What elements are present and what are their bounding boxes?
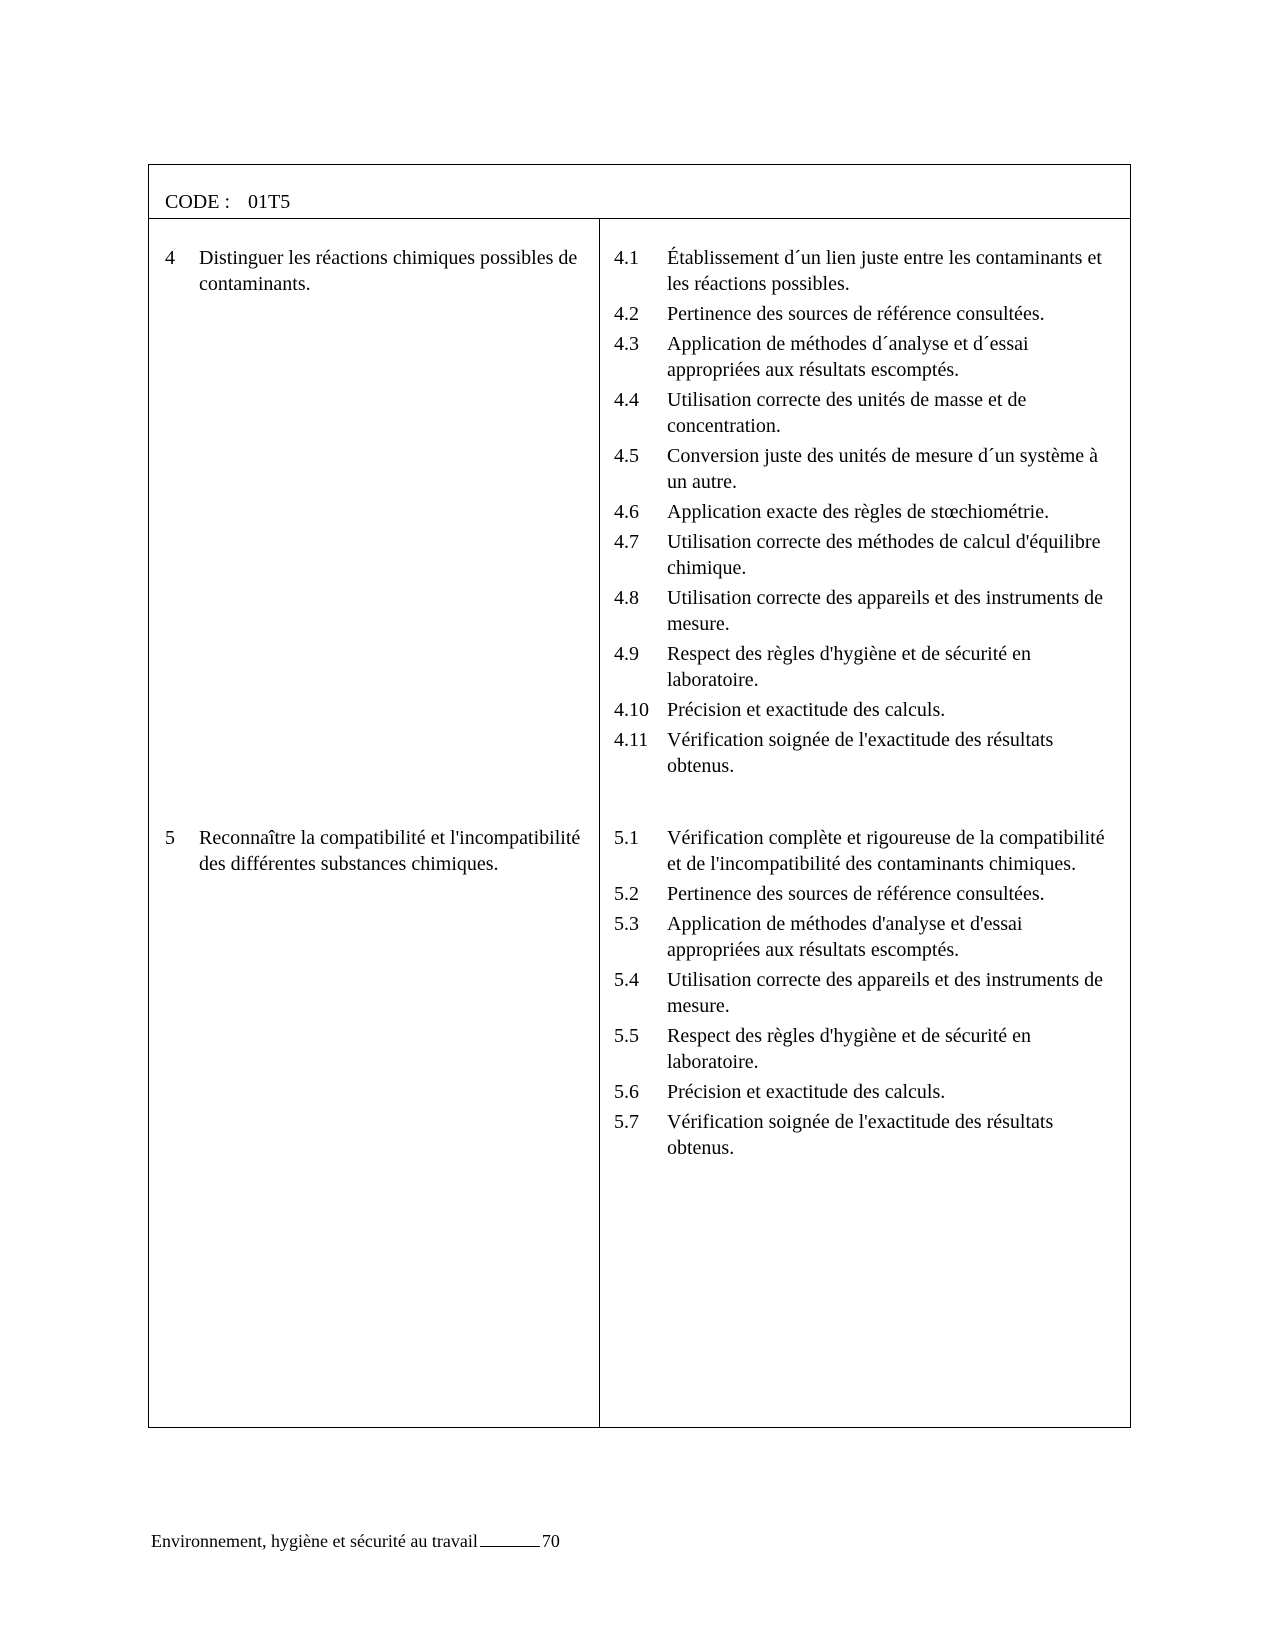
element-number: 5 (165, 827, 175, 849)
criterion-item (614, 1023, 1114, 1075)
criterion-item (614, 245, 1114, 297)
criterion-item (614, 529, 1114, 581)
criterion-text: Respect des règles d'hygiène et de sécurité en laboratoire. (667, 643, 1032, 691)
criterion-item (614, 1079, 1114, 1105)
code-label: CODE : (165, 191, 230, 213)
criterion-number: 5.3 (614, 913, 639, 935)
page-footer (151, 1530, 560, 1552)
criterion-text: Utilisation correcte des appareils et des instruments de mesure. (667, 587, 1103, 635)
criterion-number: 4.4 (614, 389, 639, 411)
criterion-item (614, 911, 1114, 963)
criterion-number: 4.6 (614, 501, 639, 523)
criterion-number: 5.2 (614, 883, 639, 905)
criterion-number: 4.10 (614, 699, 649, 721)
criterion-item (614, 825, 1114, 877)
criterion-number: 5.1 (614, 827, 639, 849)
element-5 (165, 825, 585, 877)
criterion-text: Précision et exactitude des calculs. (667, 699, 946, 721)
element-text: Reconnaître la compatibilité et l'incompatibilité des différentes substances chimiques. (199, 827, 581, 875)
criterion-item (614, 697, 1114, 723)
criterion-text: Utilisation correcte des méthodes de calcul d'équilibre chimique. (667, 531, 1101, 579)
footer-program: Environnement, hygiène et sécurité au travail (151, 1531, 478, 1551)
criterion-number: 5.5 (614, 1025, 639, 1047)
criterion-text: Application de méthodes d'analyse et d'essai appropriées aux résultats escomptés. (667, 913, 1023, 961)
page-number: 70 (541, 1531, 560, 1551)
criterion-number: 4.8 (614, 587, 639, 609)
criterion-number: 4.7 (614, 531, 639, 553)
criterion-text: Pertinence des sources de référence consultées. (667, 303, 1045, 325)
criterion-text: Établissement d´un lien juste entre les contaminants et les réactions possibles. (667, 247, 1102, 295)
criteria-list-4 (614, 245, 1114, 783)
criterion-text: Conversion juste des unités de mesure d´un système à un autre. (667, 445, 1099, 493)
element-text: Distinguer les réactions chimiques possibles de contaminants. (199, 247, 578, 295)
criterion-item (614, 499, 1114, 525)
criterion-text: Précision et exactitude des calculs. (667, 1081, 946, 1103)
competency-table (148, 164, 1131, 1428)
criterion-number: 4.11 (614, 729, 649, 751)
criterion-number: 4.1 (614, 247, 639, 269)
criterion-number: 5.6 (614, 1081, 639, 1103)
criterion-number: 5.7 (614, 1111, 639, 1133)
criterion-number: 4.2 (614, 303, 639, 325)
criterion-item (614, 967, 1114, 1019)
criterion-item (614, 585, 1114, 637)
criterion-number: 4.9 (614, 643, 639, 665)
criterion-item (614, 1109, 1114, 1161)
criterion-text: Application de méthodes d´analyse et d´essai appropriées aux résultats escomptés. (667, 333, 1029, 381)
criterion-item (614, 387, 1114, 439)
criterion-text: Pertinence des sources de référence consultées. (667, 883, 1045, 905)
element-4 (165, 245, 585, 297)
criterion-number: 4.3 (614, 333, 639, 355)
criterion-item (614, 331, 1114, 383)
criterion-text: Utilisation correcte des appareils et des instruments de mesure. (667, 969, 1103, 1017)
criterion-text: Vérification complète et rigoureuse de la compatibilité et de l'incompatibilité des contaminants chimiques. (667, 827, 1105, 875)
criterion-number: 5.4 (614, 969, 639, 991)
footer-rule (480, 1546, 540, 1547)
criterion-item (614, 641, 1114, 693)
criterion-item (614, 443, 1114, 495)
criterion-item (614, 881, 1114, 907)
criterion-text: Vérification soignée de l'exactitude des résultats obtenus. (667, 729, 1054, 777)
column-divider (599, 219, 600, 1427)
code-value: 01T5 (248, 191, 291, 213)
table-header-row (149, 165, 1130, 219)
criterion-number: 4.5 (614, 445, 639, 467)
criterion-text: Utilisation correcte des unités de masse et de concentration. (667, 389, 1027, 437)
criteria-list-5 (614, 825, 1114, 1165)
course-code (165, 190, 290, 214)
element-number: 4 (165, 247, 175, 269)
criterion-text: Respect des règles d'hygiène et de sécurité en laboratoire. (667, 1025, 1032, 1073)
criterion-item (614, 301, 1114, 327)
criterion-text: Application exacte des règles de stœchiométrie. (667, 501, 1050, 523)
criterion-text: Vérification soignée de l'exactitude des résultats obtenus. (667, 1111, 1054, 1159)
criterion-item (614, 727, 1114, 779)
